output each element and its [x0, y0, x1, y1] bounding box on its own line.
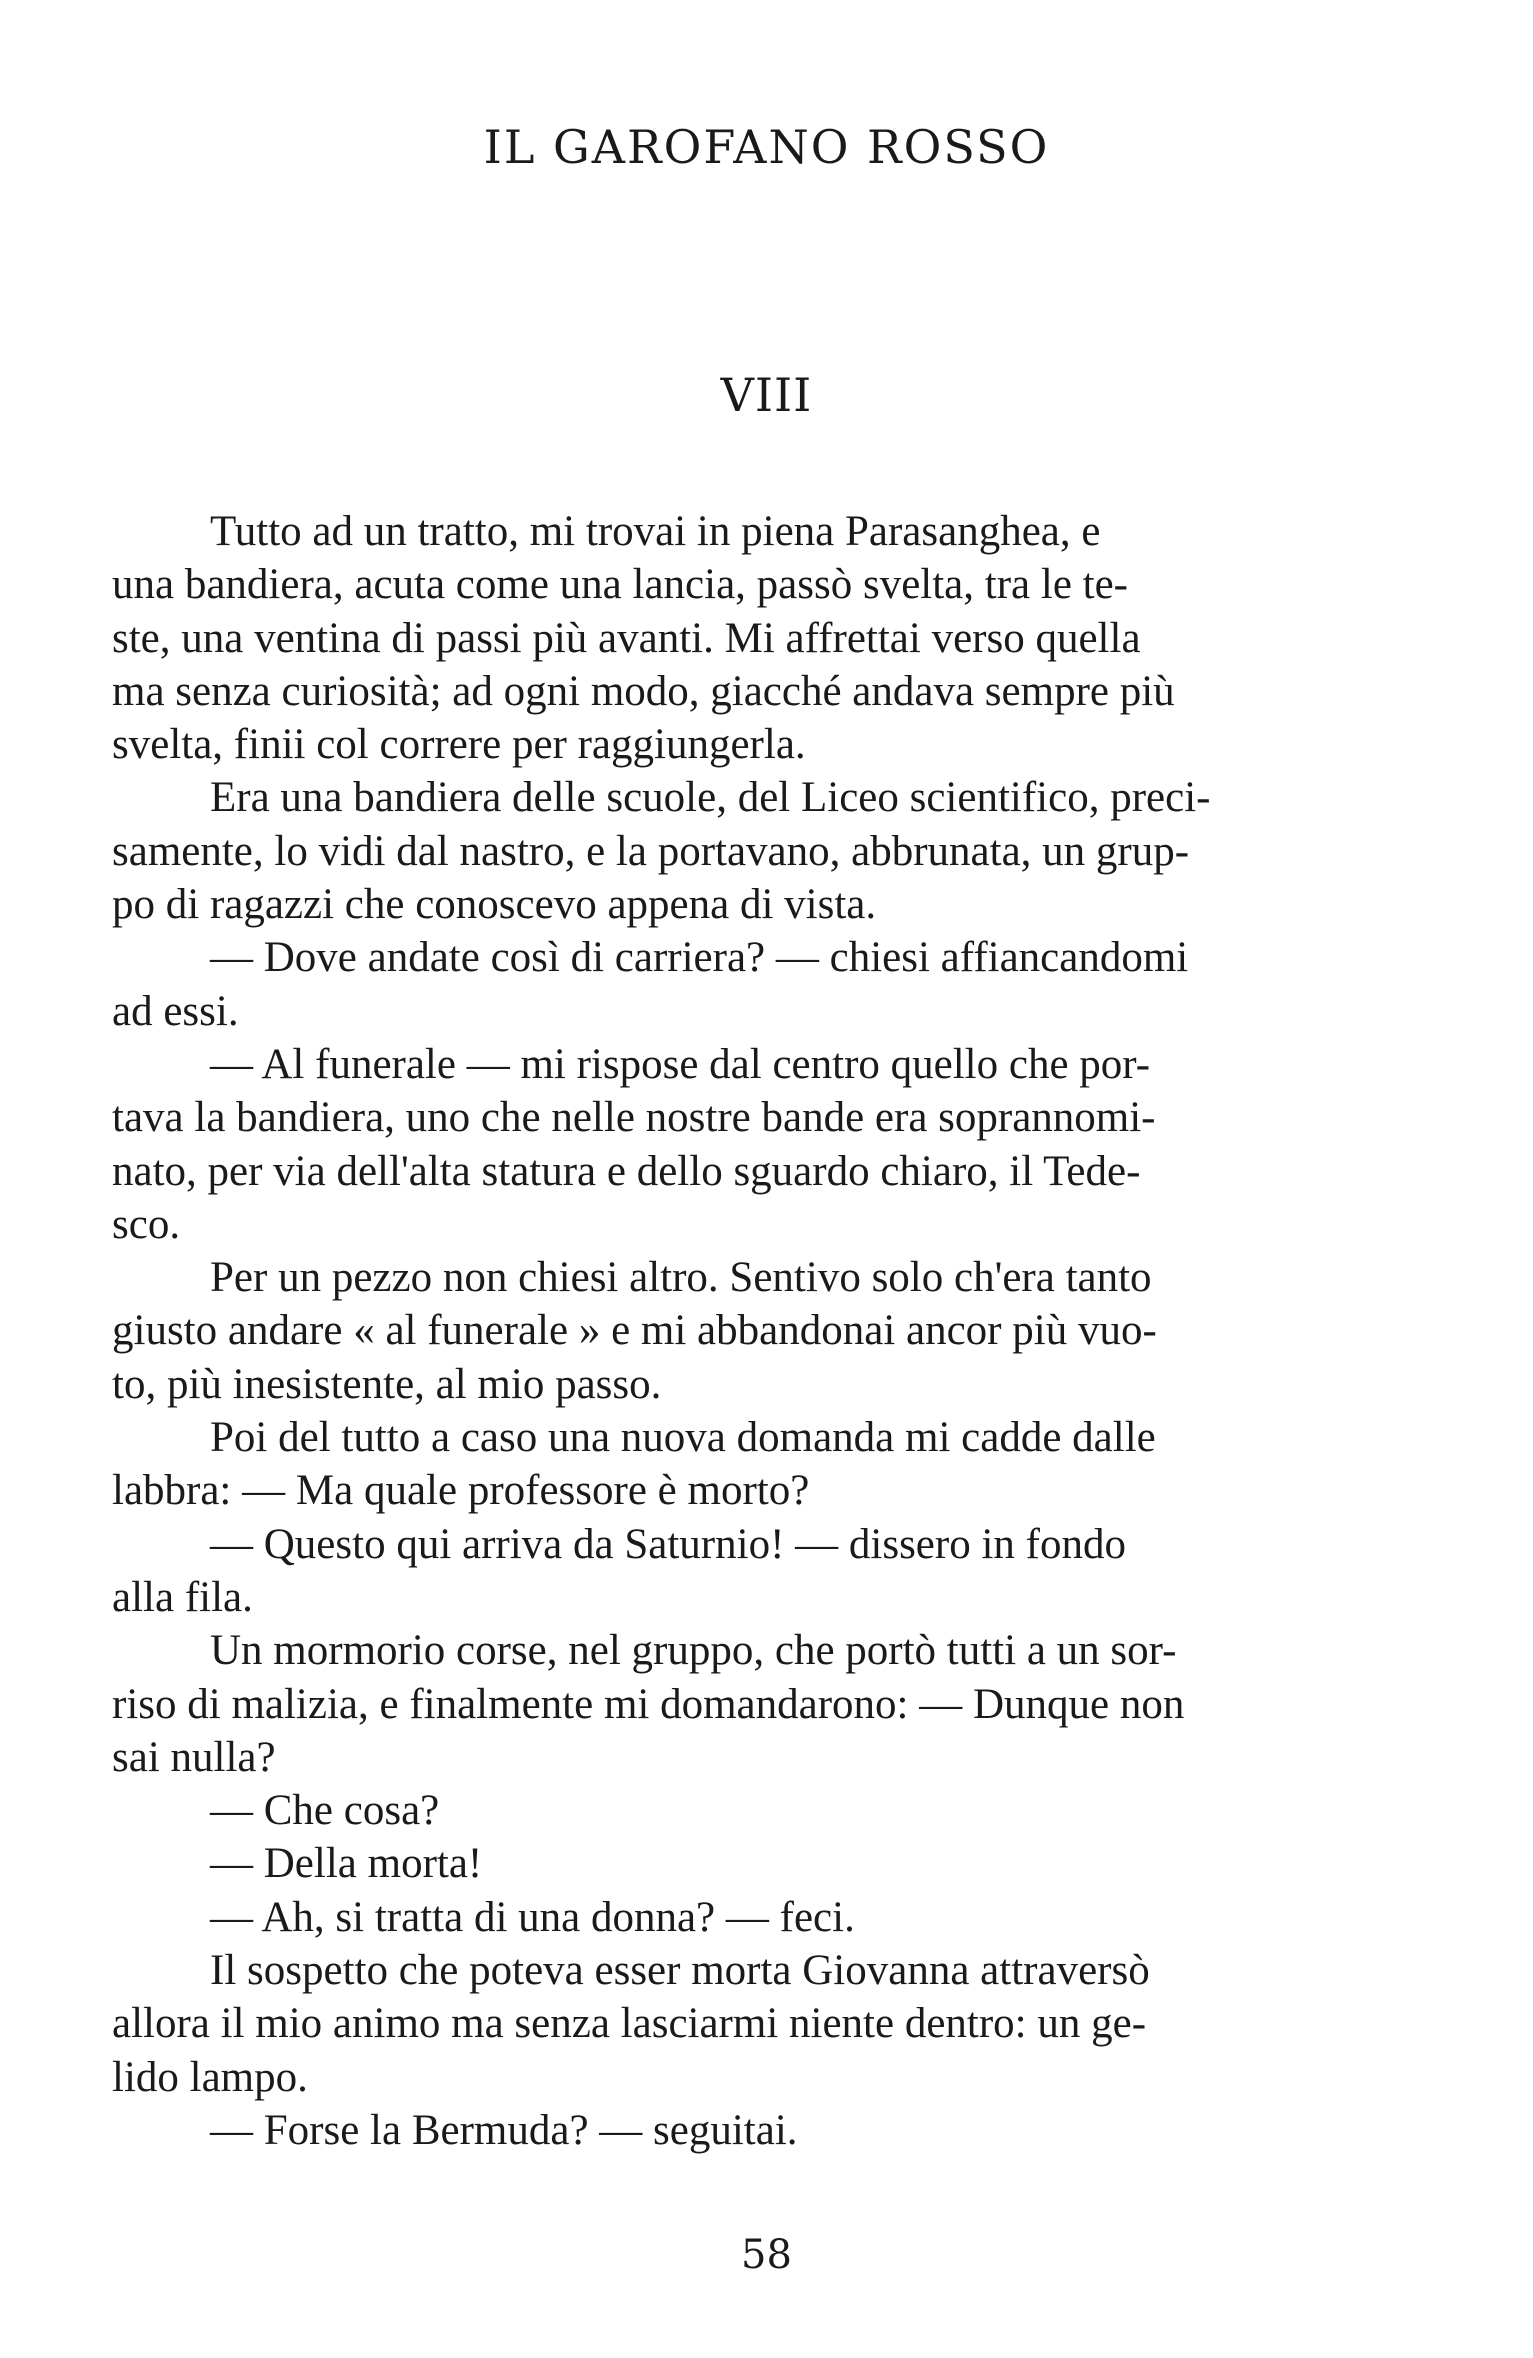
paragraph: — Della morta! [210, 1840, 483, 1888]
paragraph: Per un pezzo non chiesi altro. Sentivo solo ch'era tanto giusto andare « al funerale » e mi abbandonai ancor più vuo- to, più inesistente, al mio passo. [112, 1254, 1157, 1408]
running-head: IL GAROFANO ROSSO [483, 120, 1050, 174]
page-number: 58 [741, 2232, 792, 2278]
paragraph: Poi del tutto a caso una nuova domanda mi cadde dalle labbra: — Ma quale professore è morto? [112, 1414, 1156, 1515]
paragraph: Era una bandiera delle scuole, del Liceo scientifico, preci- samente, lo vidi dal nastro, e la portavano, abbrunata, un grup- po di ragazzi che conoscevo appena di vista. [112, 774, 1211, 929]
paragraph: — Ah, si tratta di una donna? — feci. [210, 1893, 855, 1941]
paragraph: Tutto ad un tratto, mi trovai in piena Parasanghea, e una bandiera, acuta come una lancia, passò svelta, tra le te- ste, una ventina di passi più avanti. Mi affrettai verso quella ma senza curiosità; ad ogni modo, giacché andava sempre più svelta, finii col correre per raggiungerla. [112, 508, 1175, 769]
paragraph: — Questo qui arriva da Saturnio! — dissero in fondo alla fila. [112, 1520, 1126, 1621]
paragraph: Il sospetto che poteva esser morta Giovanna attraversò allora il mio animo ma senza lasciarmi niente dentro: un ge- lido lampo. [112, 1947, 1150, 2101]
paragraph: — Al funerale — mi rispose dal centro quello che por- tava la bandiera, uno che nelle nostre bande era soprannomi- nato, per via dell'alta statura e dello sguardo chiaro, il Tede- sco. [112, 1040, 1156, 1248]
paragraph: — Che cosa? [210, 1787, 440, 1835]
chapter-number: VIII [720, 368, 813, 422]
paragraph: — Forse la Bermuda? — seguitai. [210, 2106, 798, 2154]
paragraph: — Dove andate così di carriera? — chiesi affiancandomi ad essi. [112, 934, 1189, 1035]
paragraph: Un mormorio corse, nel gruppo, che portò tutti a un sor- riso di malizia, e finalmente mi domandarono: — Dunque non sai nulla? [112, 1627, 1185, 1781]
body-text [112, 505, 1434, 2157]
